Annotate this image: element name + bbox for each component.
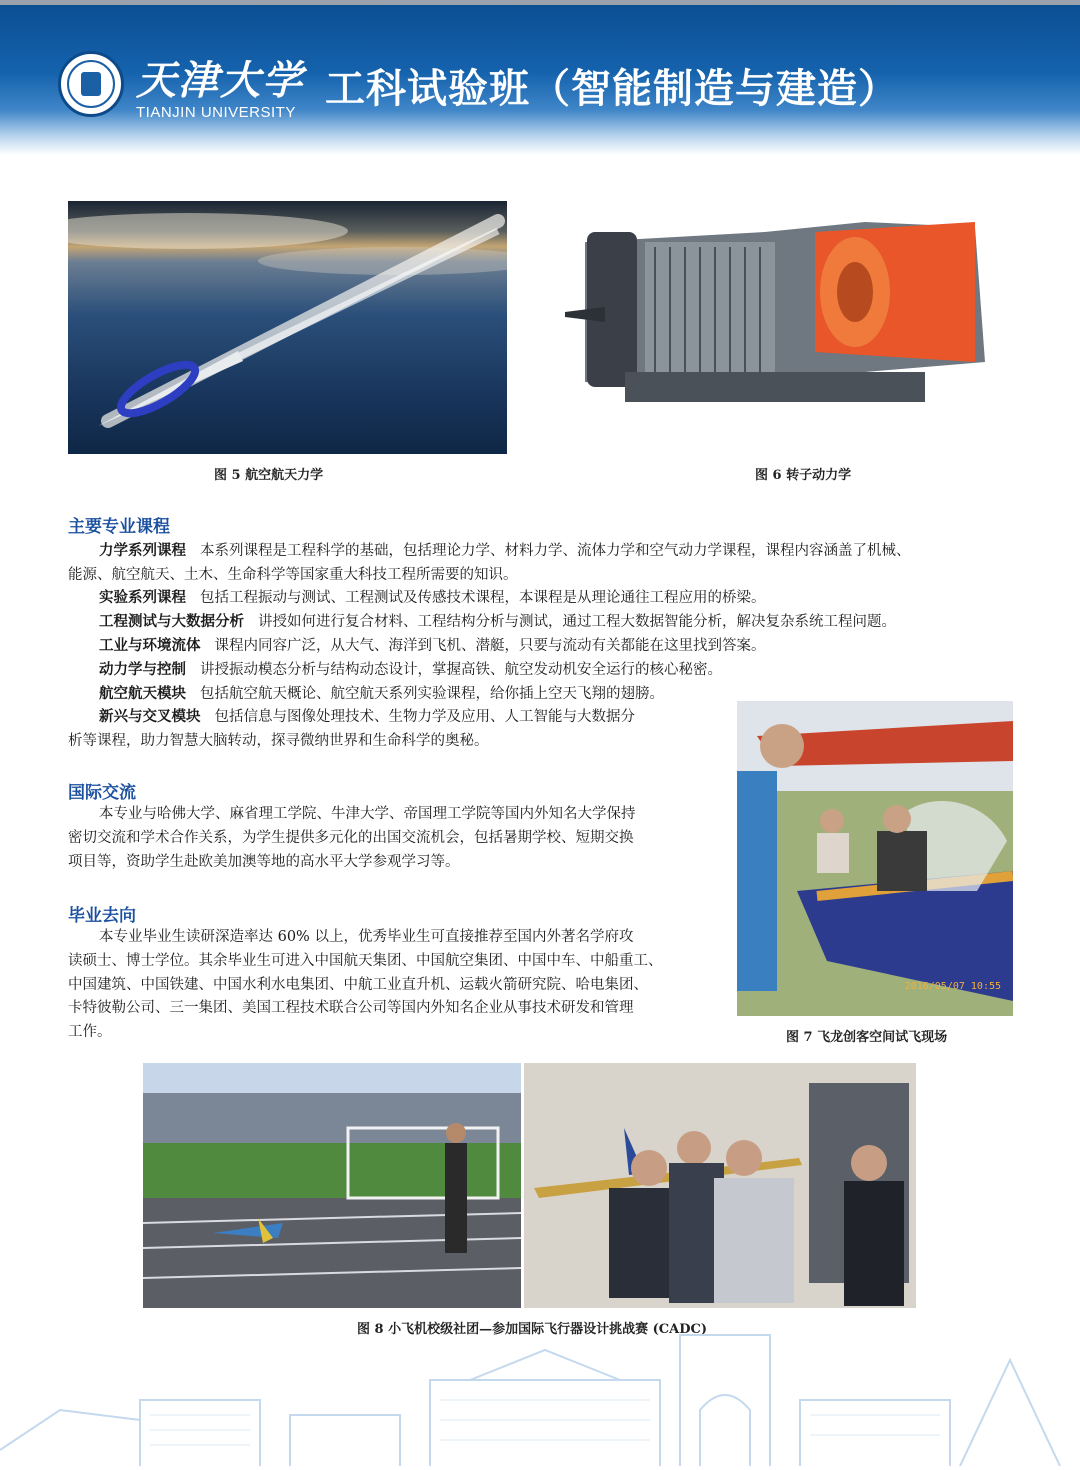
course-term: 动力学与控制 — [99, 662, 186, 678]
turbofan-engine-cutaway-image — [565, 212, 1005, 412]
course-item — [68, 611, 1049, 635]
course-desc-cont: 析等课程，助力智慧大脑转动，探寻微纳世界和生命科学的奥秘。 — [68, 732, 489, 749]
course-desc: 本系列课程是工程科学的基础，包括理论力学、材料力学、流体力学和空气动力学课程，课程内容涵盖了机械、 — [200, 543, 911, 559]
course-desc: 讲授如何进行复合材料、工程结构分析与测试，通过工程大数据智能分析，解决复杂系统工程问题。 — [258, 614, 896, 630]
course-term: 新兴与交叉模块 — [99, 709, 201, 725]
course-term: 力学系列课程 — [99, 543, 186, 559]
paragraph-line: 中国建筑、中国铁建、中国水利水电集团、中航工业直升机、运载火箭研究院、哈电集团、 — [68, 976, 648, 993]
course-desc: 包括信息与图像处理技术、生物力学及应用、人工智能与大数据分 — [214, 709, 635, 725]
paragraph-line: 密切交流和学术合作关系，为学生提供多元化的出国交流机会，包括暑期学校、短期交换 — [68, 829, 634, 846]
career-paragraph — [68, 926, 728, 1045]
paragraph-line: 工作。 — [68, 1024, 112, 1041]
page-header — [0, 5, 1080, 155]
university-name-en: TIANJIN UNIVERSITY — [136, 104, 296, 121]
figure-5-caption: 图 5 航空航天力学 — [214, 468, 324, 483]
course-desc: 课程内同容广泛，从大气、海洋到飞机、潜艇，只要与流动有关都能在这里找到答案。 — [214, 638, 766, 654]
course-desc-cont: 能源、航空航天、土木、生命科学等国家重大科技工程所需要的知识。 — [68, 566, 518, 583]
paragraph-line: 卡特彼勒公司、三一集团、美国工程技术联合公司等国内外知名企业从事技术研发和管理 — [68, 1000, 634, 1017]
section-heading-exchange: 国际交流 — [68, 783, 136, 803]
course-item — [68, 540, 1018, 588]
course-term: 工程测试与大数据分析 — [99, 614, 244, 630]
course-term: 航空航天模块 — [99, 686, 186, 702]
course-item — [68, 659, 1049, 683]
course-item — [68, 635, 1049, 659]
figure-8-caption: 图 8 小飞机校级社团—参加国际飞行器设计挑战赛 (CADC) — [357, 1322, 707, 1337]
course-desc: 包括工程振动与测试、工程测试及传感技术课程，本课程是从理论通往工程应用的桥梁。 — [200, 590, 766, 606]
university-seal-icon — [58, 51, 124, 117]
aerospace-vehicle-photo — [68, 201, 507, 454]
course-desc: 讲授振动模态分析与结构动态设计，掌握高铁、航空发动机安全运行的核心秘密。 — [200, 662, 722, 678]
photo-timestamp: 2016/05/07 10:55 — [904, 981, 1001, 992]
section-heading-courses: 主要专业课程 — [68, 517, 170, 537]
course-item — [68, 706, 728, 754]
paragraph-line: 本专业与哈佛大学、麻省理工学院、牛津大学、帝国理工学院等国内外知名大学保持 — [99, 806, 636, 822]
university-name-cn: 天津大学 — [136, 57, 304, 104]
figure-7-caption: 图 7 飞龙创客空间试飞现场 — [786, 1030, 948, 1045]
course-desc: 包括航空航天概论、航空航天系列实验课程，给你插上空天飞翔的翅膀。 — [200, 686, 664, 702]
model-aircraft-field-photo — [143, 1063, 521, 1308]
paragraph-line: 读硕士、博士学位。其余毕业生可进入中国航天集团、中国航空集团、中国中车、中船重工、 — [68, 952, 663, 969]
figure-6-caption: 图 6 转子动力学 — [755, 468, 852, 483]
course-term: 工业与环境流体 — [99, 638, 201, 654]
course-term: 实验系列课程 — [99, 590, 186, 606]
paragraph-line: 项目等，资助学生赴欧美加澳等地的高水平大学参观学习等。 — [68, 853, 460, 870]
ultralight-aircraft-test-photo — [737, 701, 1013, 1016]
paragraph-line: 本专业毕业生读研深造率达 60% 以上，优秀毕业生可直接推荐至国内外著名学府攻 — [99, 929, 634, 945]
page-title: 工科试验班（智能制造与建造） — [325, 66, 899, 112]
course-item — [68, 587, 1049, 611]
campus-buildings-illustration — [0, 1320, 1080, 1466]
exchange-paragraph — [68, 803, 728, 874]
aircraft-design-team-photo — [524, 1063, 916, 1308]
section-heading-career: 毕业去向 — [68, 906, 136, 926]
